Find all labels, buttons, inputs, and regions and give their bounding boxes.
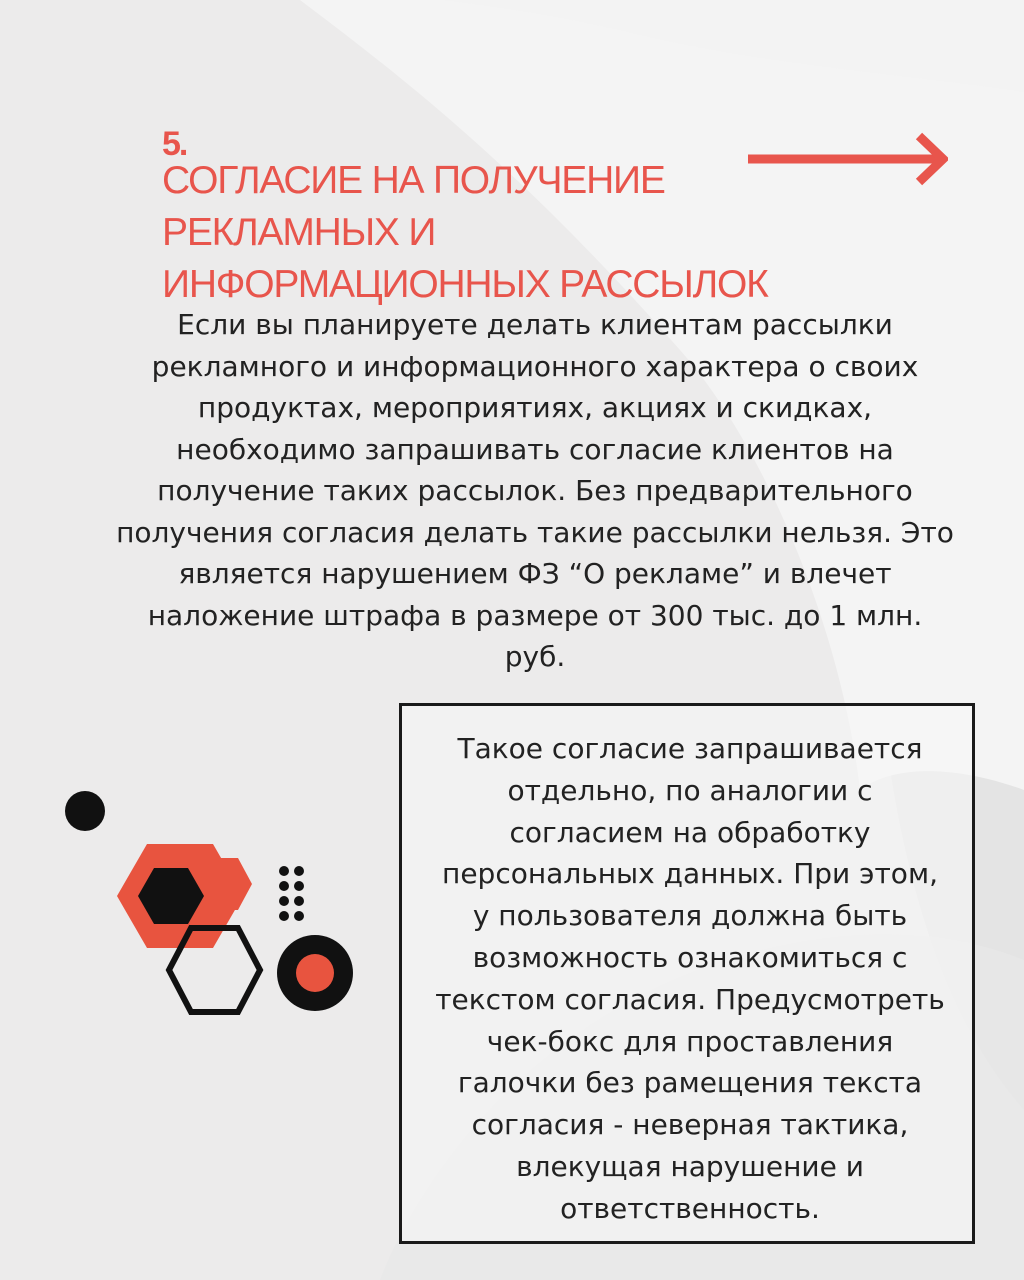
intro-line: рекламного и информационного характера о своих <box>151 349 919 383</box>
info-box-text <box>412 728 968 1230</box>
info-box-line: у пользователя должна быть <box>472 899 908 933</box>
intro-line: руб. <box>504 640 566 673</box>
info-box-line: отдельно, по аналогии с <box>507 773 873 807</box>
heading-line: СОГЛАСИЕ НА ПОЛУЧЕНИЕ <box>162 159 665 202</box>
info-box-line: влекущая нарушение и <box>516 1149 864 1183</box>
info-box-line: Такое согласие запрашивается <box>457 732 923 765</box>
info-box-line: чек-бокс для проставления <box>486 1024 894 1058</box>
intro-line: необходимо запрашивать согласие клиентов на <box>176 432 894 466</box>
heading-line: РЕКЛАМНЫХ И <box>162 211 436 254</box>
arrow-right-icon <box>748 130 948 190</box>
info-box-line: возможность ознакомиться с <box>472 940 908 974</box>
intro-line: получение таких рассылок. Без предварительного <box>157 474 913 507</box>
dot-grid-icon <box>294 896 304 906</box>
heading-line: ИНФОРМАЦИОННЫХ РАССЫЛОК <box>162 263 768 306</box>
info-box-line: персональных данных. При этом, <box>442 857 938 891</box>
dot-grid-icon <box>279 866 289 876</box>
heading-number: 5. <box>162 125 187 163</box>
intro-line: наложение штрафа в размере от 300 тыс. до 1 млн. <box>147 598 923 632</box>
intro-line: получения согласия делать такие рассылки нельзя. Это <box>116 515 954 549</box>
dot-grid-icon <box>294 911 304 921</box>
intro-line: является нарушением ФЗ “О рекламе” и влечет <box>178 557 892 590</box>
dot-grid-icon <box>294 881 304 891</box>
info-box-line: согласием на обработку <box>509 815 871 849</box>
info-box-line: текстом согласия. Предусмотреть <box>435 982 945 1016</box>
intro-line: продуктах, мероприятиях, акциях и скидках, <box>197 391 873 424</box>
dot-grid-icon <box>279 896 289 906</box>
info-box-line: ответственность. <box>560 1191 820 1225</box>
info-box <box>399 703 975 1244</box>
intro-line: Если вы планируете делать клиентам рассылки <box>177 308 893 341</box>
geometric-decoration <box>50 780 370 1040</box>
dot-grid-icon <box>279 881 289 891</box>
dot-grid-icon <box>279 911 289 921</box>
target-center-icon <box>296 954 334 992</box>
info-box-line: галочки без рамещения текста <box>457 1066 923 1100</box>
black-circle-icon <box>65 791 105 831</box>
info-box-line: согласия - неверная тактика, <box>471 1108 909 1142</box>
dot-grid-icon <box>294 866 304 876</box>
intro-paragraph <box>112 304 958 678</box>
